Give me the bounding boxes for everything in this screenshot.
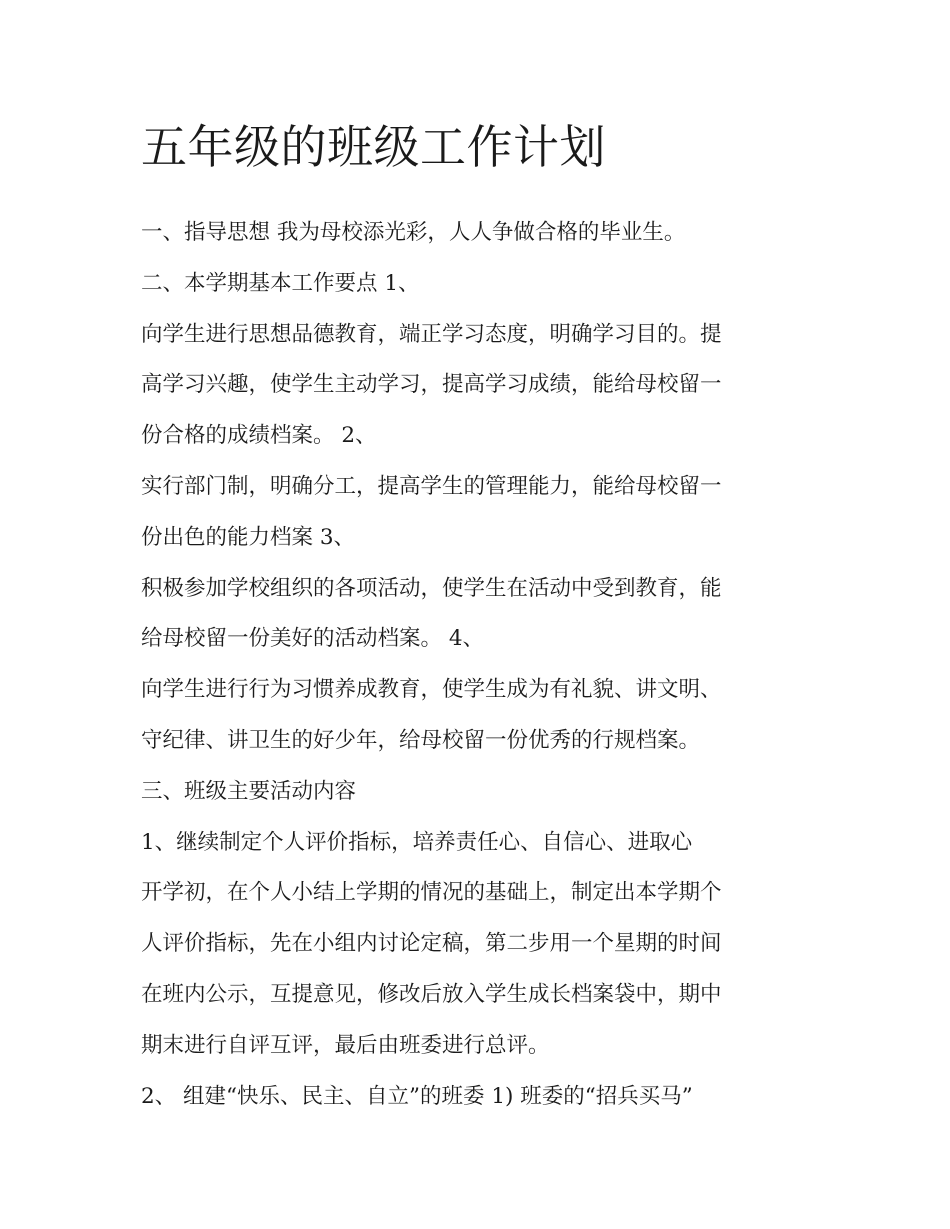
body-line: 1、继续制定个人评价指标，培养责任心、自信心、进取心 [141, 829, 693, 855]
body-line: 开学初，在个人小结上学期的情况的基础上，制定出本学期个 [141, 880, 722, 906]
body-line: 一、指导思想 我为母校添光彩，人人争做合格的毕业生。 [141, 220, 686, 245]
document-page [141, 112, 821, 1122]
body-line: 在班内公示，互提意见，修改后放入学生成长档案袋中，期中 [141, 981, 722, 1007]
body-line: 人评价指标，先在小组内讨论定稿，第二步用一个星期的时间 [141, 931, 722, 957]
body-line: 积极参加学校组织的各项活动，使学生在活动中受到教育，能 [141, 575, 722, 601]
document-body [141, 208, 821, 1122]
body-line: 二、本学期基本工作要点 1、 [141, 270, 420, 296]
body-line: 份合格的成绩档案。 2、 [141, 423, 377, 449]
body-line: 份出色的能力档案 3、 [141, 524, 356, 550]
body-line: 给母校留一份美好的活动档案。 4、 [141, 626, 485, 652]
body-line: 实行部门制，明确分工，提高学生的管理能力，能给母校留一 [141, 473, 722, 499]
document-title: 五年级的班级工作计划 [141, 120, 606, 174]
body-line: 高学习兴趣，使学生主动学习，提高学习成绩，能给母校留一 [141, 372, 722, 398]
body-line: 三、班级主要活动内容 [141, 778, 357, 804]
body-line: 向学生进行思想品德教育，端正学习态度，明确学习目的。提 [141, 321, 722, 347]
body-line: 向学生进行行为习惯养成教育，使学生成为有礼貌、讲文明、 [141, 677, 722, 703]
body-line: 期末进行自评互评，最后由班委进行总评。 [141, 1032, 550, 1058]
body-line: 守纪律、讲卫生的好少年，给母校留一份优秀的行规档案。 [141, 727, 701, 753]
body-line: 2、 组建“快乐、民主、自立”的班委 1) 班委的“招兵买马” [141, 1083, 693, 1109]
